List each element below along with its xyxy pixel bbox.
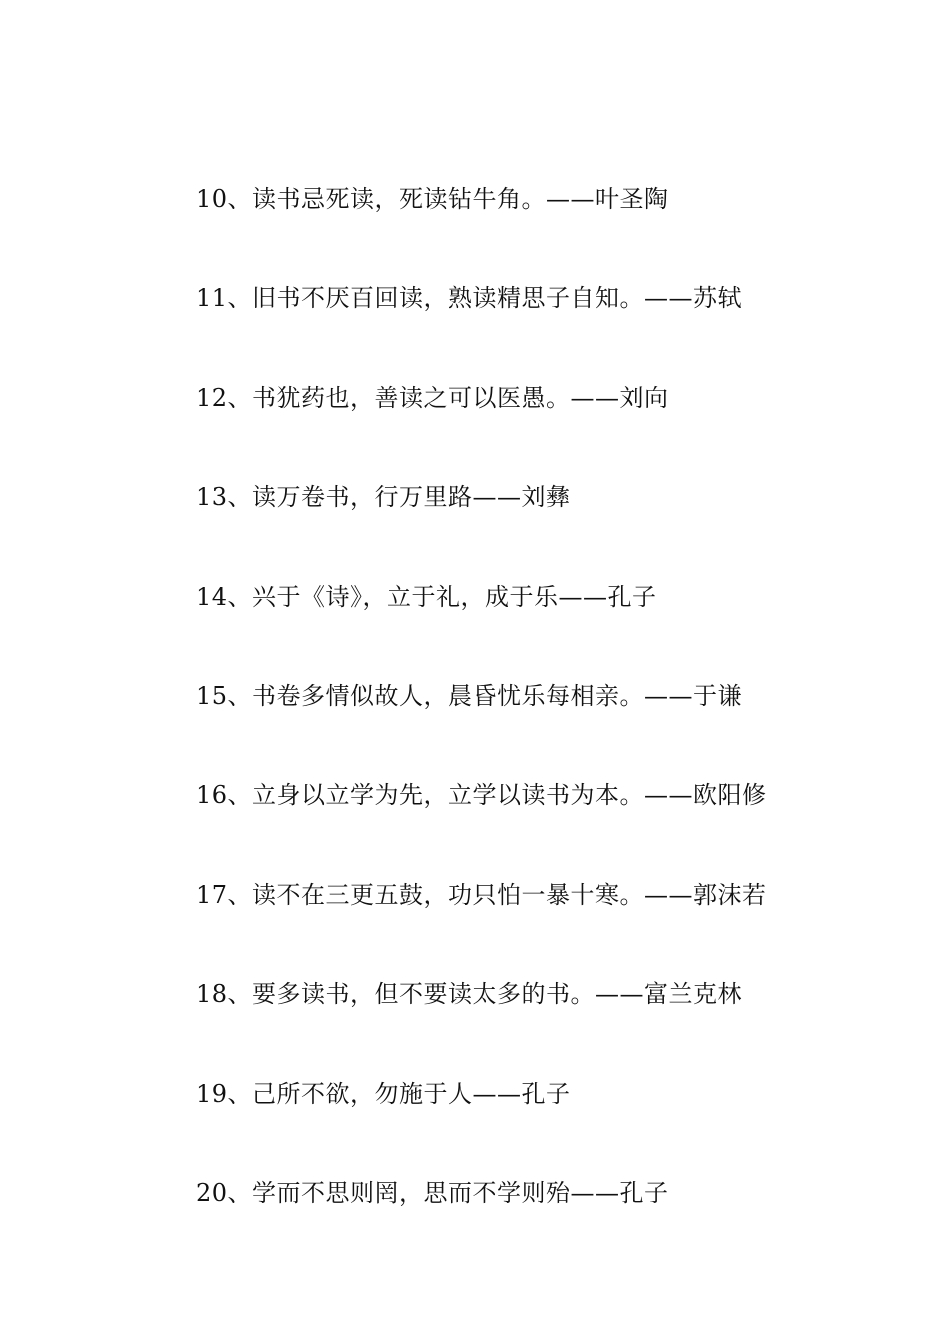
- quote-item: 17、读不在三更五鼓，功只怕一暴十寒。——郭沫若: [196, 880, 767, 909]
- quote-item: 11、旧书不厌百回读，熟读精思子自知。——苏轼: [196, 284, 743, 313]
- quote-item: 10、读书忌死读，死读钻牛角。——叶圣陶: [196, 185, 669, 213]
- quote-list: [196, 178, 896, 1271]
- quote-item: 18、要多读书，但不要读太多的书。——富兰克林: [196, 980, 743, 1009]
- quote-item: 14、兴于《诗》，立于礼，成于乐——孔子: [196, 582, 657, 611]
- quote-item: 19、己所不欲，勿施于人——孔子: [196, 1079, 571, 1108]
- quote-item: 20、学而不思则罔，思而不学则殆——孔子: [196, 1178, 669, 1207]
- quote-item: 12、书犹药也，善读之可以医愚。——刘向: [196, 383, 669, 412]
- quote-item: 16、立身以立学为先，立学以读书为本。——欧阳修: [196, 781, 767, 810]
- quote-item: 13、读万卷书，行万里路——刘彝: [196, 483, 571, 512]
- quote-item: 15、书卷多情似故人，晨昏忧乐每相亲。——于谦: [196, 681, 743, 710]
